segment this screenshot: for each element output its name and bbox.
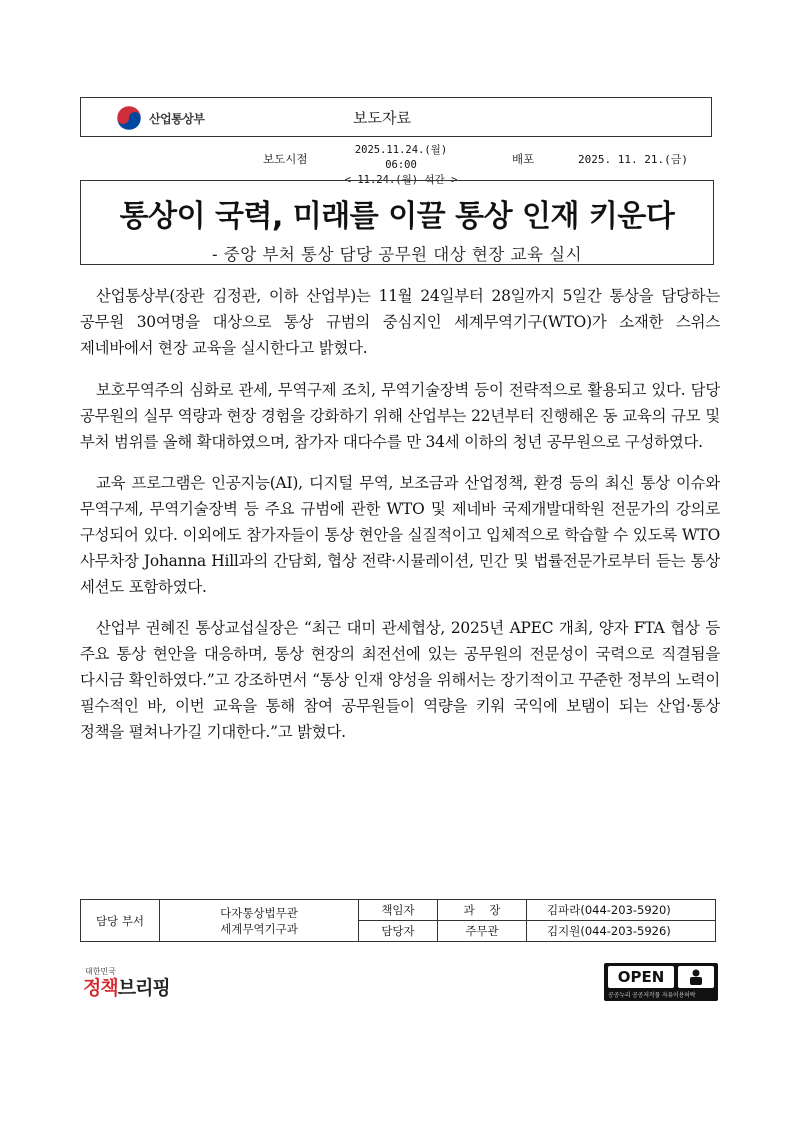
open-caption: 공공누리 공공저작물 자유이용허락 [608,992,696,999]
attribution-icon [678,966,714,988]
subheadline: - 중앙 부처 통상 담당 공무원 대상 현장 교육 실시 [211,245,583,264]
release-time-line2: < 11.24.(월) 석간 > [344,174,458,186]
role-cell: 담당자 [359,921,438,942]
open-license-badge [604,963,718,1001]
paragraph: 산업부 권혜진 통상교섭실장은 “최근 대미 관세협상, 2025년 APEC 개최, 양자 FTA 협상 등 주요 통상 현안을 대응하며, 통상 현장의 최전선에 있는 공무원의 전문성이 국력으로 직결됨을 다시금 확인하였다.”고 강조하면서 “통상 인재 양성을 위해서는 장기적이고 꾸준한 정부의 노력이 필수적인 바, 이번 교육을 통해 참여 공무원들이 역량을 키워 국익에 보탬이 되는 산업·통상 정책을 펼쳐나가길 기대한다.”고 밝혔다. [80,619,720,741]
header-box [80,97,712,137]
dept-cell [160,900,359,942]
dept-line2: 세계무역기구과 [220,921,298,936]
briefing-red-text: 정책 [83,977,118,999]
title-cell: 주무관 [438,921,527,942]
open-label: OPEN [608,966,674,988]
briefing-black-text: 브리핑 [117,977,170,999]
title-box [80,180,714,265]
headline: 통상이 국력, 미래를 이끌 통상 인재 키운다 [119,199,675,234]
role-cell: 책임자 [359,900,438,921]
release-time-line1: 2025.11.24.(월) 06:00 [354,144,448,171]
ministry-name: 산업통상부 [149,111,205,126]
doc-type: 보도자료 [353,109,411,127]
paragraph: 교육 프로그램은 인공지능(AI), 디지털 무역, 보조금과 산업정책, 환경 등의 최신 통상 이슈와 무역구제, 무역기술장벽 등 주요 규범에 관한 WTO 및 제네바 국제개발대학원 전문가의 강의로 구성되어 있다. 이외에도 참가자들이 통상 현안을 실질적이고 입체적으로 학습할 수 있도록 WTO 사무차장 Johanna Hill과의 간담회, 협상 전략·시뮬레이션, 민간 및 법률전문가로부터 듣는 통상 세션도 포함하였다. [80,474,720,596]
article-body [80,283,720,760]
dept-line1: 다자통상법무관 [220,905,298,920]
paragraph: 산업통상부(장관 김정관, 이하 산업부)는 11월 24일부터 28일까지 5일간 통상을 담당하는 공무원 30여명을 대상으로 통상 규범의 중심지인 세계무역기구(WTO)가 소재한 스위스 제네바에서 현장 교육을 실시한다고 밝혔다. [80,287,720,357]
dept-label-cell: 담당 부서 [81,900,160,942]
table-row [81,900,716,921]
ministry-logo [115,104,204,132]
release-label: 보도시점 [263,152,308,166]
release-info [0,143,794,186]
distribution-label: 배포 [512,152,535,166]
paragraph: 보호무역주의 심화로 관세, 무역구제 조치, 무역기술장벽 등이 전략적으로 활용되고 있다. 담당 공무원의 실무 역량과 현장 경험을 강화하기 위해 산업부는 22년부터 진행해온 동 교육의 규모 및 부처 범위를 올해 확대하였으며, 참가자 대다수를 만 34세 이하의 청년 공무원으로 구성하였다. [80,381,720,451]
briefing-main-text [83,977,170,999]
distribution-date: 2025. 11. 21.(금) [578,153,688,166]
title-cell: 과 장 [438,900,527,921]
person-cell: 김파라(044-203-5920) [527,900,716,921]
taegeuk-emblem-icon [115,104,143,132]
person-cell: 김지원(044-203-5926) [527,921,716,942]
contact-table [80,899,716,942]
briefing-small-text: 대한민국 [85,967,116,976]
policy-briefing-logo [83,966,170,999]
